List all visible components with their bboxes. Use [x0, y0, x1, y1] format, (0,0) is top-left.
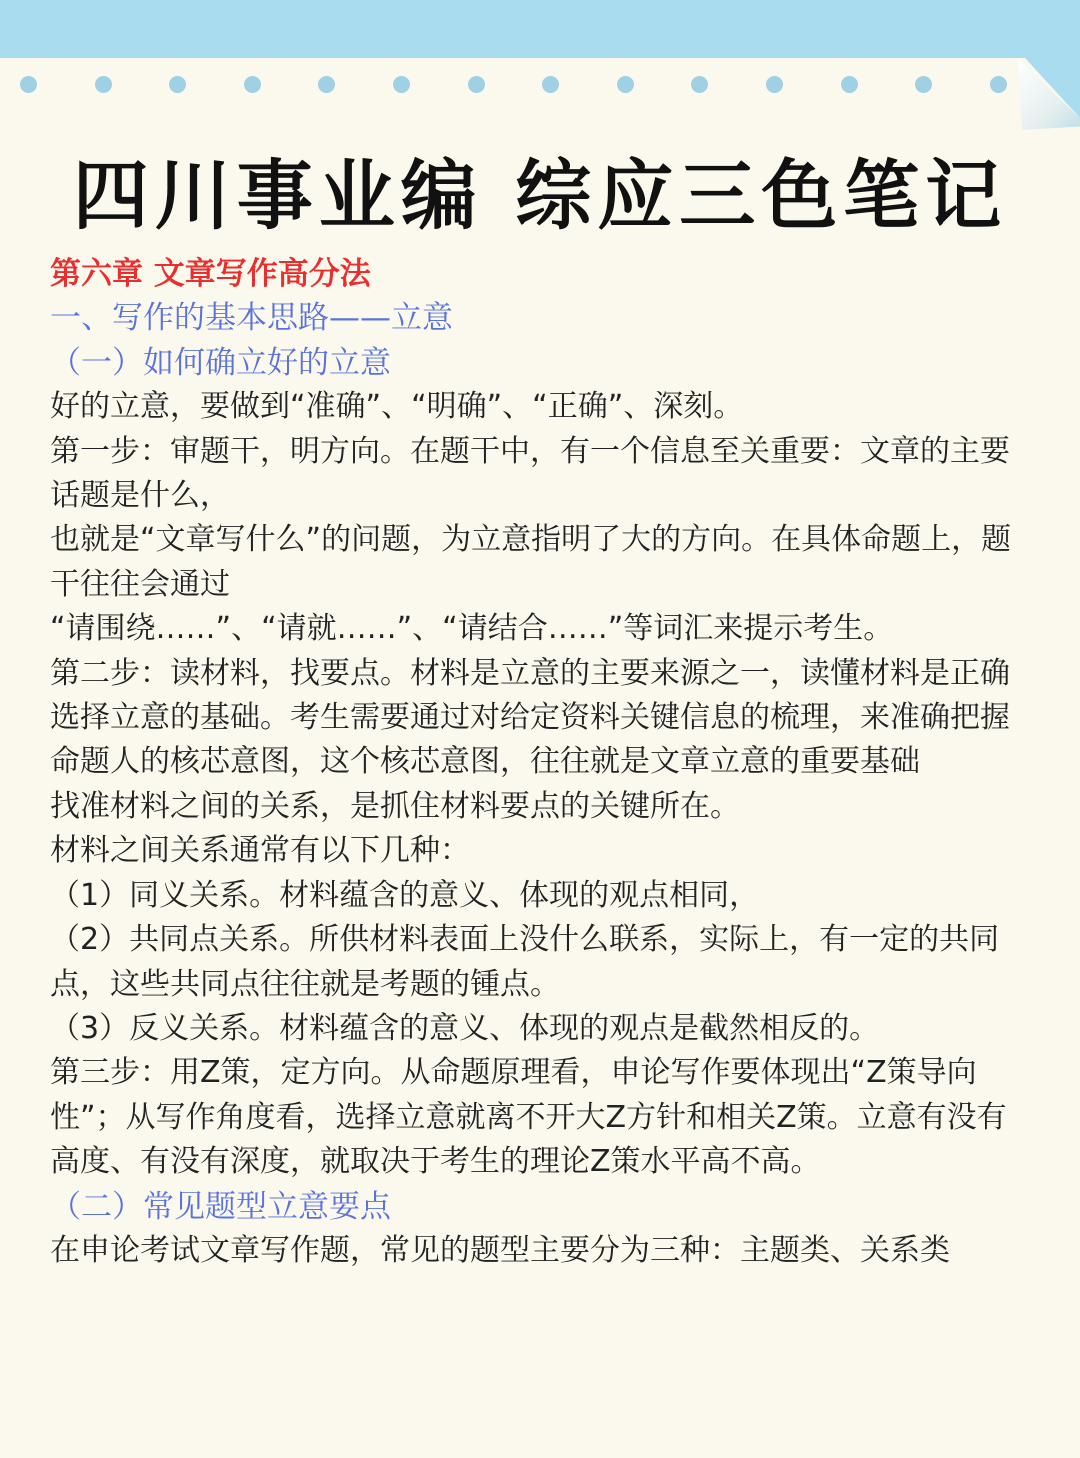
binder-hole	[318, 76, 335, 93]
paragraph: 好的立意，要做到“准确”、“明确”、“正确”、深刻。	[50, 389, 744, 425]
paragraph: 第一步：审题干，明方向。在题干中，有一个信息至关重要：文章的主要话题是什么，	[50, 433, 1010, 514]
binder-hole	[617, 76, 634, 93]
binder-hole	[244, 76, 261, 93]
binder-hole	[915, 76, 932, 93]
binder-hole	[169, 76, 186, 93]
paragraph: 也就是“文章写什么”的问题，为立意指明了大的方向。在具体命题上，题干往往会通过	[50, 522, 1012, 602]
list-item: （2）共同点关系。所供材料表面上没什么联系，实际上，有一定的共同点，这些共同点往往就是考题的锺点。	[50, 922, 1000, 1002]
subsection-heading: （一）如何确立好的立意	[50, 344, 391, 381]
binder-hole	[990, 76, 1007, 93]
paragraph: “请围绕……”、“请就……”、“请结合……”等词汇来提示考生。	[50, 611, 894, 647]
binder-hole	[542, 76, 559, 93]
binder-hole	[20, 76, 37, 93]
subsection-heading: （二）常见题型立意要点	[50, 1188, 391, 1225]
binder-hole	[468, 76, 485, 93]
binder-hole	[691, 76, 708, 93]
page-title: 四川事业编 综应三色笔记	[72, 151, 1008, 240]
binder-hole	[95, 76, 112, 93]
paragraph: 在申论考试文章写作题，常见的题型主要分为三种：主题类、关系类	[50, 1232, 950, 1268]
paragraph: 第二步：读材料，找要点。材料是立意的主要来源之一，读懂材料是正确选择立意的基础。考生需要通过对给定资料关键信息的梳理，来准确把握命题人的核芯意图，这个核芯意图，往往就是文章立意的重要基础	[50, 655, 1010, 780]
paragraph: 第三步：用Z策，定方向。从命题原理看，申论写作要体现出“Z策导向性”；从写作角度看，选择立意就离不开大Z方针和相关Z策。立意有没有高度、有没有深度，就取决于考生的理论Z策水平高不高。	[50, 1055, 1007, 1180]
list-item: （1）同义关系。材料蕴含的意义、体现的观点相同，	[50, 877, 760, 913]
binder-holes	[0, 76, 1080, 96]
paragraph: 材料之间关系通常有以下几种：	[50, 833, 470, 869]
notes-content	[50, 252, 1035, 1273]
binder-hole	[766, 76, 783, 93]
list-item: （3）反义关系。材料蕴含的意义、体现的观点是截然相反的。	[50, 1010, 880, 1046]
binder-hole	[393, 76, 410, 93]
binder-hole	[841, 76, 858, 93]
paragraph: 找准材料之间的关系，是抓住材料要点的关键所在。	[50, 788, 740, 824]
section-heading: 一、写作的基本思路——立意	[50, 300, 453, 337]
chapter-heading: 第六章 文章写作高分法	[50, 256, 371, 292]
